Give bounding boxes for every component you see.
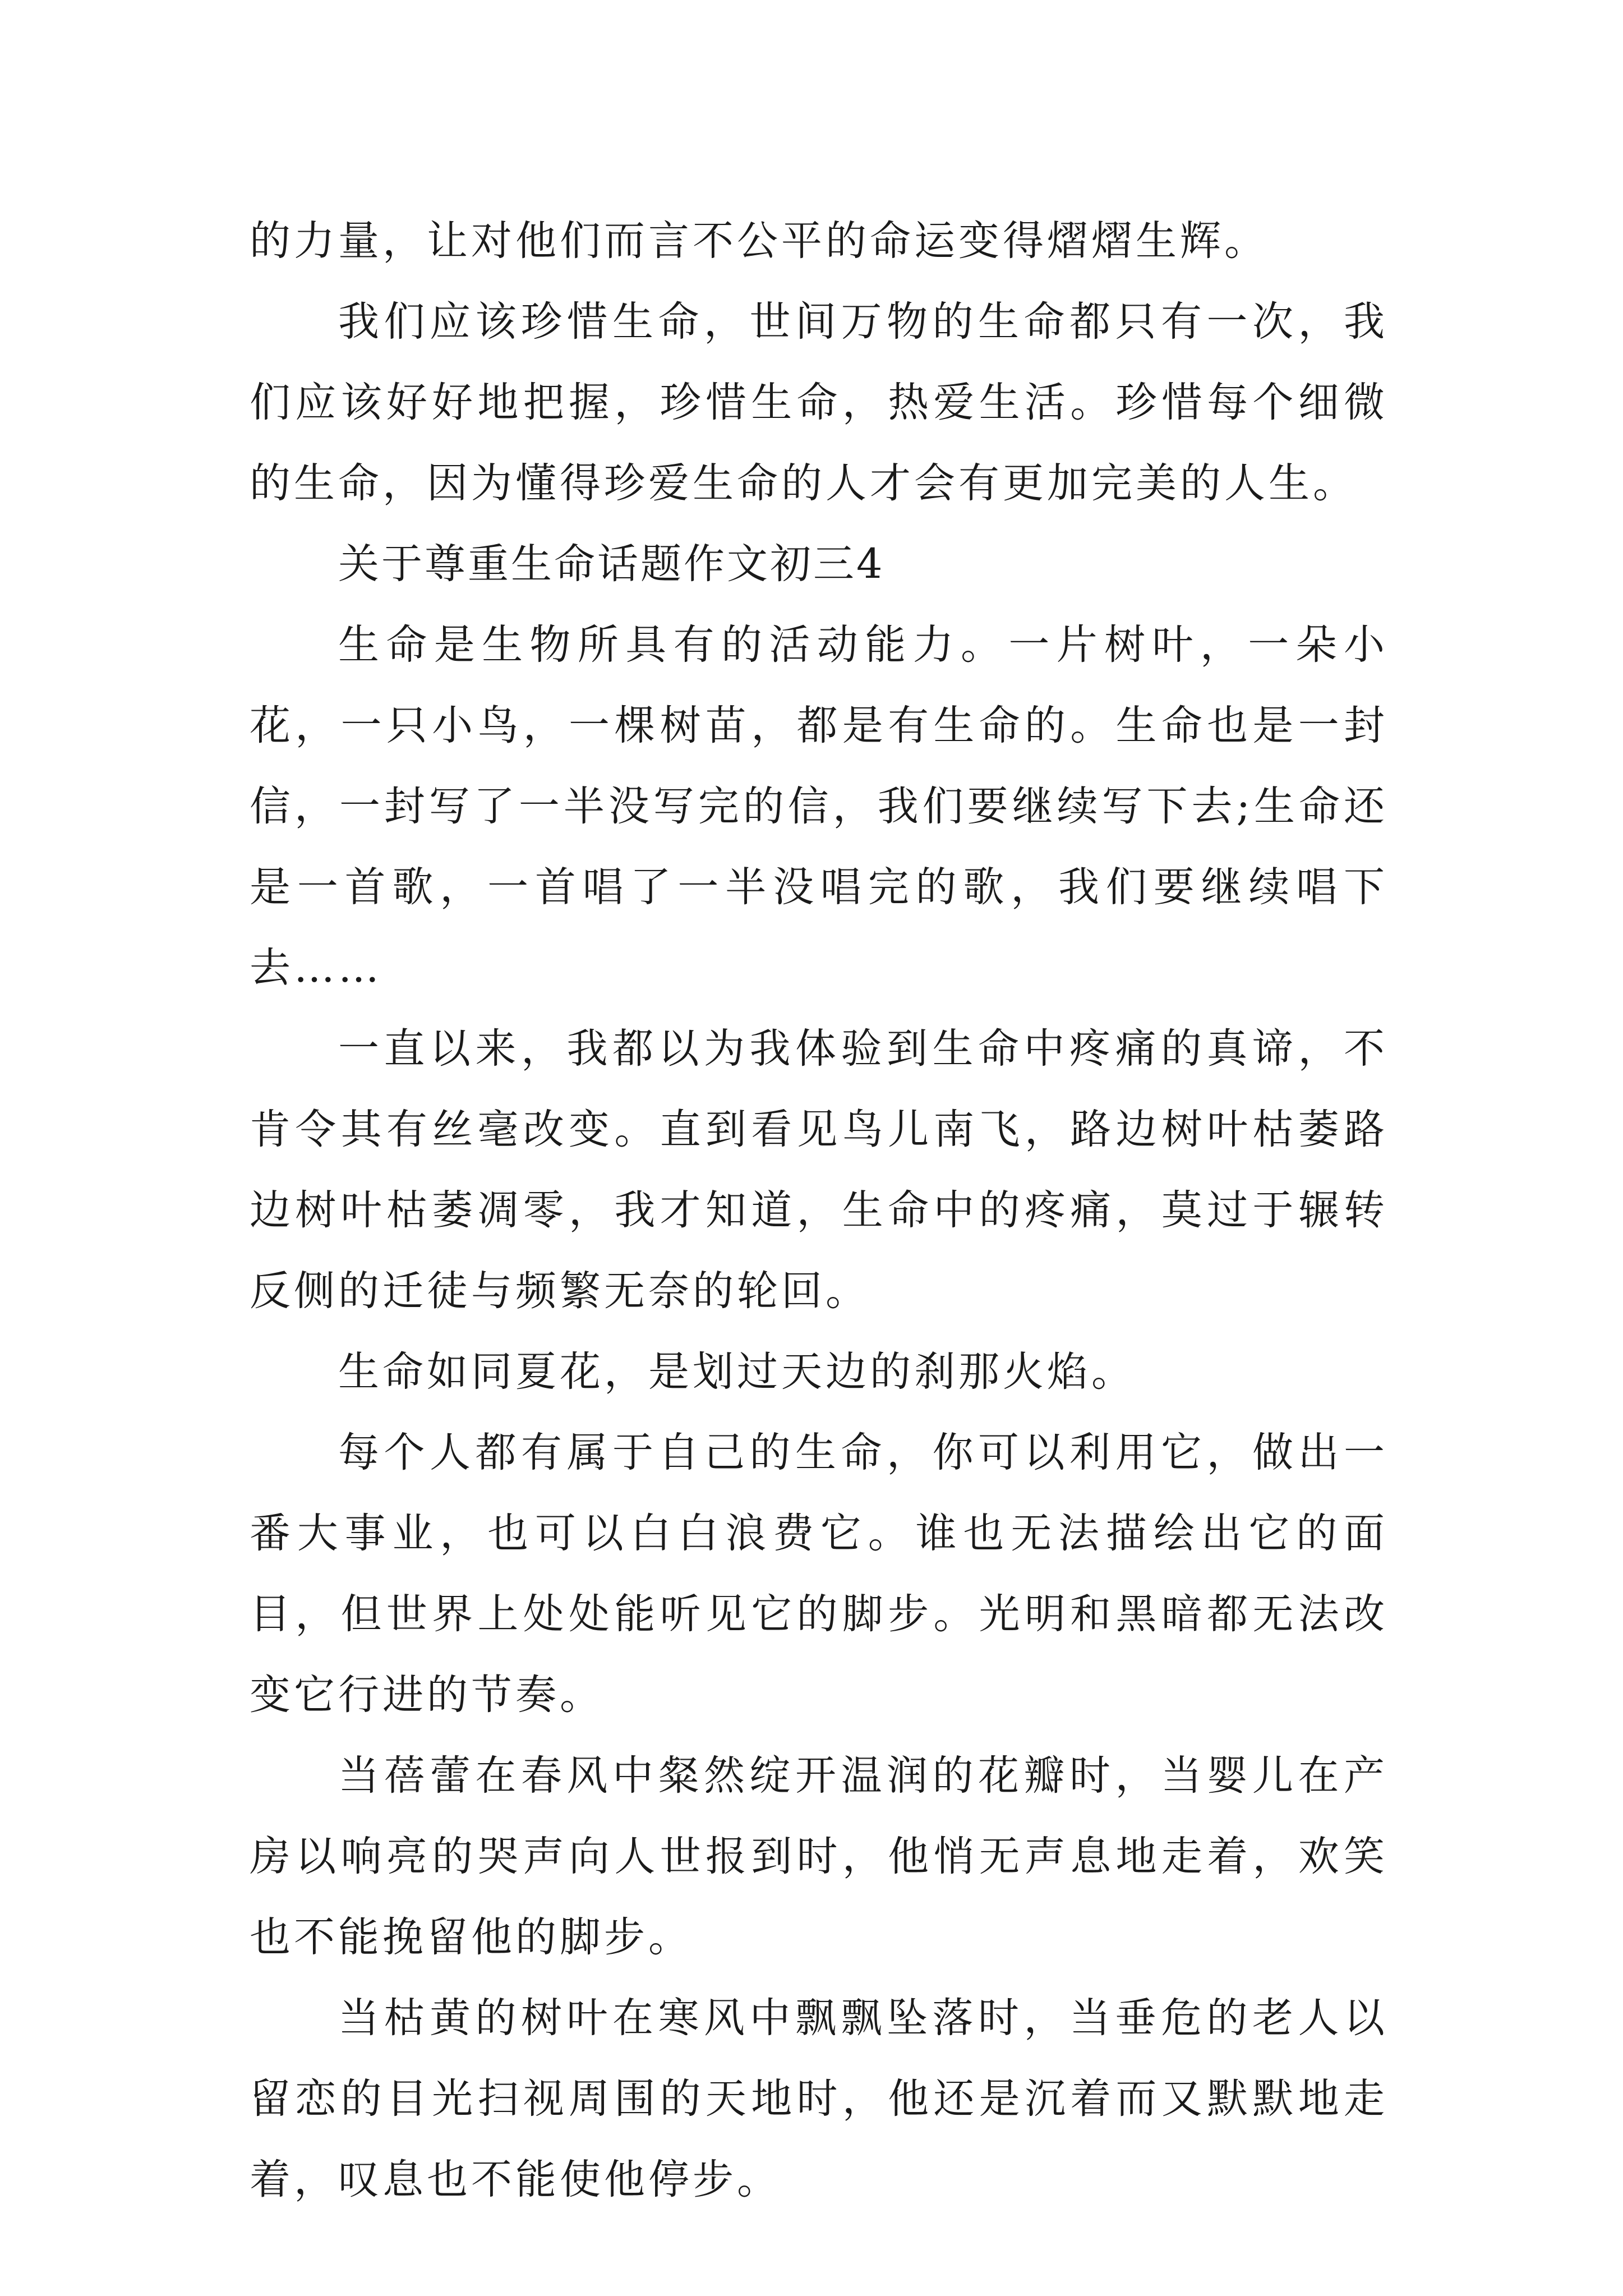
paragraph: 当蓓蕾在春风中粲然绽开温润的花瓣时，当婴儿在产房以响亮的哭声向人世报到时，他悄无声息地走着，欢笑也不能挽留他的脚步。	[250, 1752, 1388, 1961]
paragraph: 一直以来，我都以为我体验到生命中疼痛的真谛，不肯令其有丝毫改变。直到看见鸟儿南飞，路边树叶枯萎路边树叶枯萎凋零，我才知道，生命中的疼痛，莫过于辗转反侧的迁徒与频繁无奈的轮回。	[250, 1025, 1388, 1315]
paragraph: 生命如同夏花，是划过天边的刹那火焰。	[338, 1348, 1136, 1396]
paragraph: 每个人都有属于自己的生命，你可以利用它，做出一番大事业，也可以白白浪费它。谁也无法描绘出它的面目，但世界上处处能听见它的脚步。光明和黑暗都无法改变它行进的节奏。	[250, 1429, 1388, 1719]
paragraph-continuation: 的力量，让对他们而言不公平的命运变得熠熠生辉。	[250, 217, 1269, 265]
paragraph: 生命是生物所具有的活动能力。一片树叶，一朵小花，一只小鸟，一棵树苗，都是有生命的。生命也是一封信，一封写了一半没写完的信，我们要继续写下去;生命还是一首歌，一首唱了一半没唱完的歌，我们要继续唱下去……	[250, 621, 1388, 992]
paragraph: 当枯黄的树叶在寒风中飘飘坠落时，当垂危的老人以留恋的目光扫视周围的天地时，他还是沉着而又默默地走着，叹息也不能使他停步。	[250, 1994, 1388, 2203]
paragraph: 我们应该珍惜生命，世间万物的生命都只有一次，我们应该好好地把握，珍惜生命，热爱生活。珍惜每个细微的生命，因为懂得珍爱生命的人才会有更加完美的人生。	[250, 298, 1388, 507]
section-heading: 关于尊重生命话题作文初三4	[338, 540, 885, 588]
document-body	[250, 201, 1388, 2220]
